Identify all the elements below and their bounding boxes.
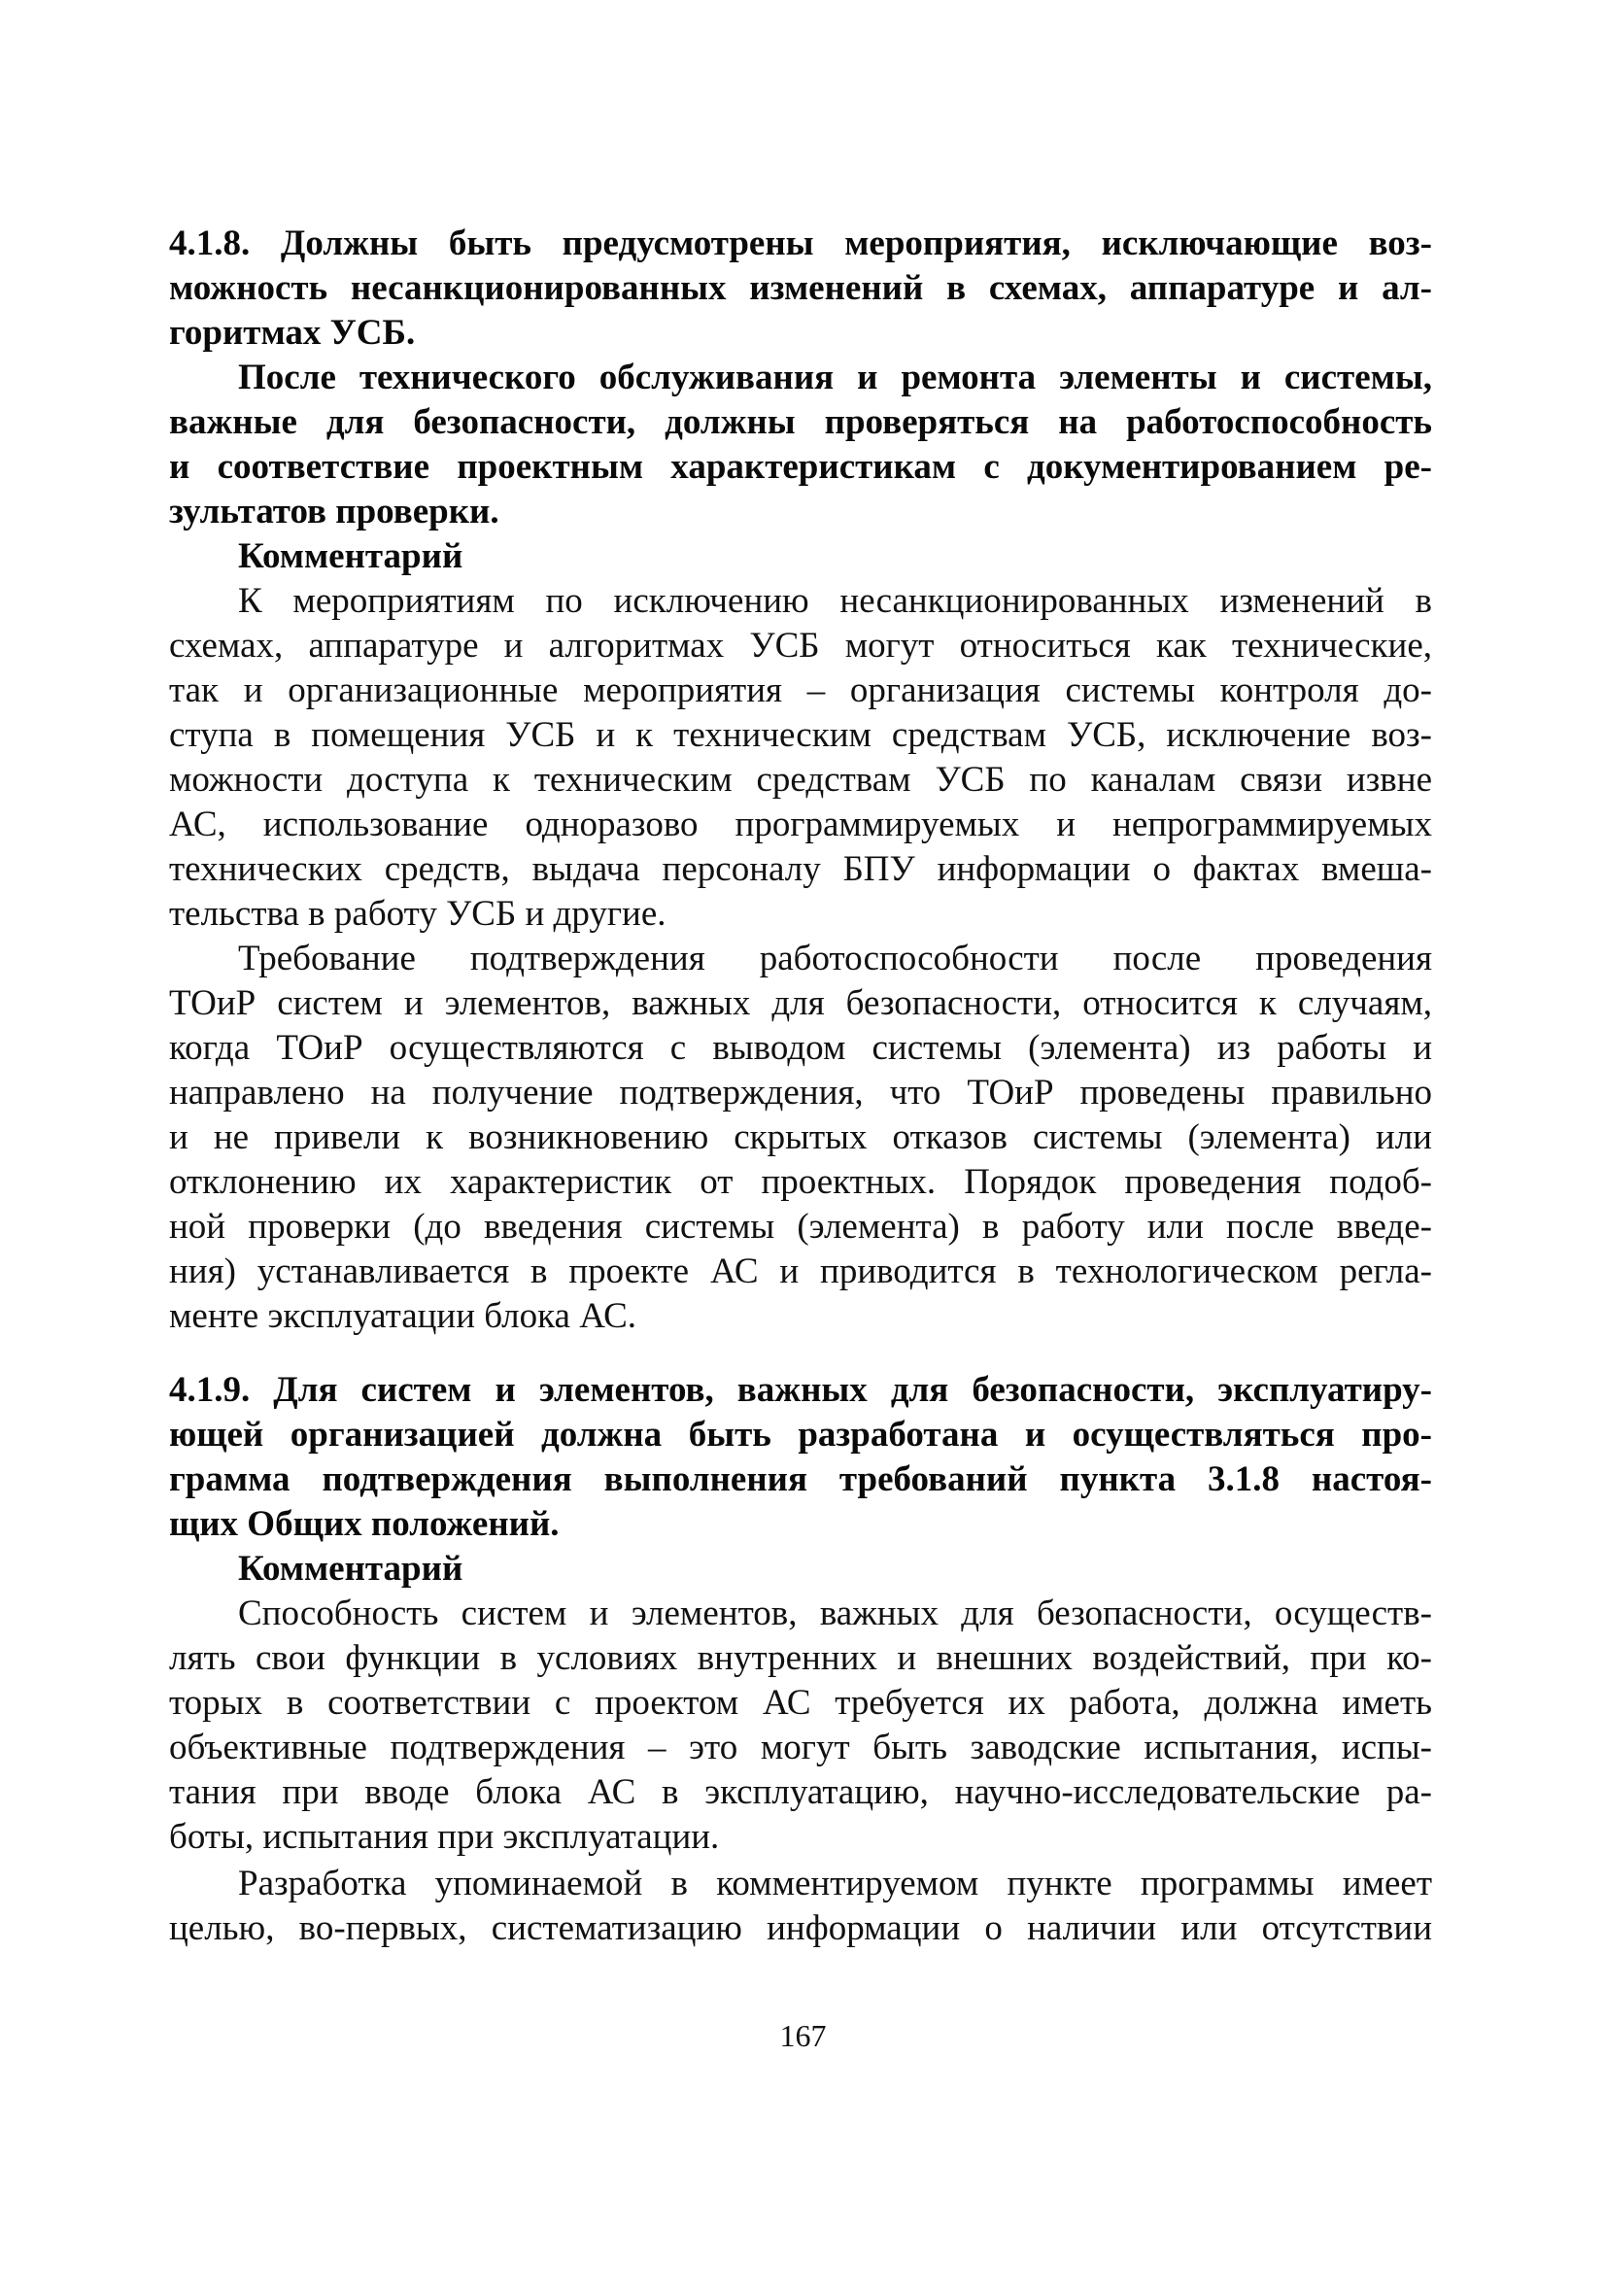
comment-label: Комментарий xyxy=(238,1549,463,1589)
comment-label: Комментарий xyxy=(238,536,463,576)
comment-text-line: Требование подтверждения работоспособности после проведения xyxy=(238,939,1432,978)
section-419-heading-line: щих Общих положений. xyxy=(169,1504,560,1544)
comment-text-line: можности доступа к техническим средствам УСБ по каналам связи извне xyxy=(169,760,1432,800)
comment-text-line: Способность систем и элементов, важных для безопасности, осуществ- xyxy=(238,1593,1432,1633)
section-418-requirement-line: важные для безопасности, должны проверяться на работоспособность xyxy=(169,402,1432,442)
comment-text-line: лять свои функции в условиях внутренних и внешних воздействий, при ко- xyxy=(169,1638,1432,1678)
comment-text-line: менте эксплуатации блока АС. xyxy=(169,1296,637,1336)
comment-text-line: целью, во-первых, систематизацию информации о наличии или отсутствии xyxy=(169,1908,1432,1948)
comment-text-line: и не привели к возникновению скрытых отказов системы (элемента) или xyxy=(169,1117,1432,1157)
comment-text-line: тельства в работу УСБ и другие. xyxy=(169,894,666,934)
comment-text-line: объективные подтверждения – это могут быть заводские испытания, испы- xyxy=(169,1728,1432,1767)
comment-text-line: когда ТОиР осуществляются с выводом системы (элемента) из работы и xyxy=(169,1028,1432,1068)
comment-text-line: К мероприятиям по исключению несанкционированных изменений в xyxy=(238,581,1432,621)
comment-text-line: так и организационные мероприятия – организация системы контроля до- xyxy=(169,670,1432,710)
section-418-heading-line: 4.1.8. Должны быть предусмотрены мероприятия, исключающие воз- xyxy=(169,223,1432,263)
section-418-heading-line: можность несанкционированных изменений в схемах, аппаратуре и ал- xyxy=(169,268,1432,308)
comment-text-line: боты, испытания при эксплуатации. xyxy=(169,1817,720,1857)
section-418-heading-line: горитмах УСБ. xyxy=(169,313,416,353)
comment-text-line: торых в соответствии с проектом АС требуется их работа, должна иметь xyxy=(169,1683,1432,1723)
comment-text-line: АС, использование одноразово программируемых и непрограммируемых xyxy=(169,805,1432,844)
section-419-heading-line: 4.1.9. Для систем и элементов, важных для безопасности, эксплуатиру- xyxy=(169,1370,1432,1410)
section-418-requirement-line: зультатов проверки. xyxy=(169,492,499,531)
comment-text-line: ступа в помещения УСБ и к техническим средствам УСБ, исключение воз- xyxy=(169,715,1432,755)
section-419-heading-line: ющей организацией должна быть разработана и осуществляться про- xyxy=(169,1415,1432,1455)
section-418-requirement-line: После технического обслуживания и ремонта элементы и системы, xyxy=(238,358,1432,397)
comment-text-line: ной проверки (до введения системы (элемента) в работу или после введе- xyxy=(169,1207,1432,1247)
comment-text-line: технических средств, выдача персоналу БПУ информации о фактах вмеша- xyxy=(169,849,1432,889)
comment-text-line: ния) устанавливается в проекте АС и приводится в технологическом регла- xyxy=(169,1251,1432,1291)
page-number: 167 xyxy=(779,2018,827,2053)
section-419-heading-line: грамма подтверждения выполнения требований пункта 3.1.8 настоя- xyxy=(169,1459,1432,1499)
comment-text-line: ТОиР систем и элементов, важных для безопасности, относится к случаям, xyxy=(169,983,1432,1023)
section-418-requirement-line: и соответствие проектным характеристикам с документированием ре- xyxy=(169,447,1432,487)
comment-text-line: схемах, аппаратуре и алгоритмах УСБ могут относиться как технические, xyxy=(169,626,1432,666)
comment-text-line: Разработка упоминаемой в комментируемом пункте программы имеет xyxy=(238,1864,1432,1903)
comment-text-line: отклонению их характеристик от проектных. Порядок проведения подоб- xyxy=(169,1162,1432,1202)
comment-text-line: направлено на получение подтверждения, что ТОиР проведены правильно xyxy=(169,1073,1432,1113)
comment-text-line: тания при вводе блока АС в эксплуатацию, научно-исследовательские ра- xyxy=(169,1772,1432,1812)
